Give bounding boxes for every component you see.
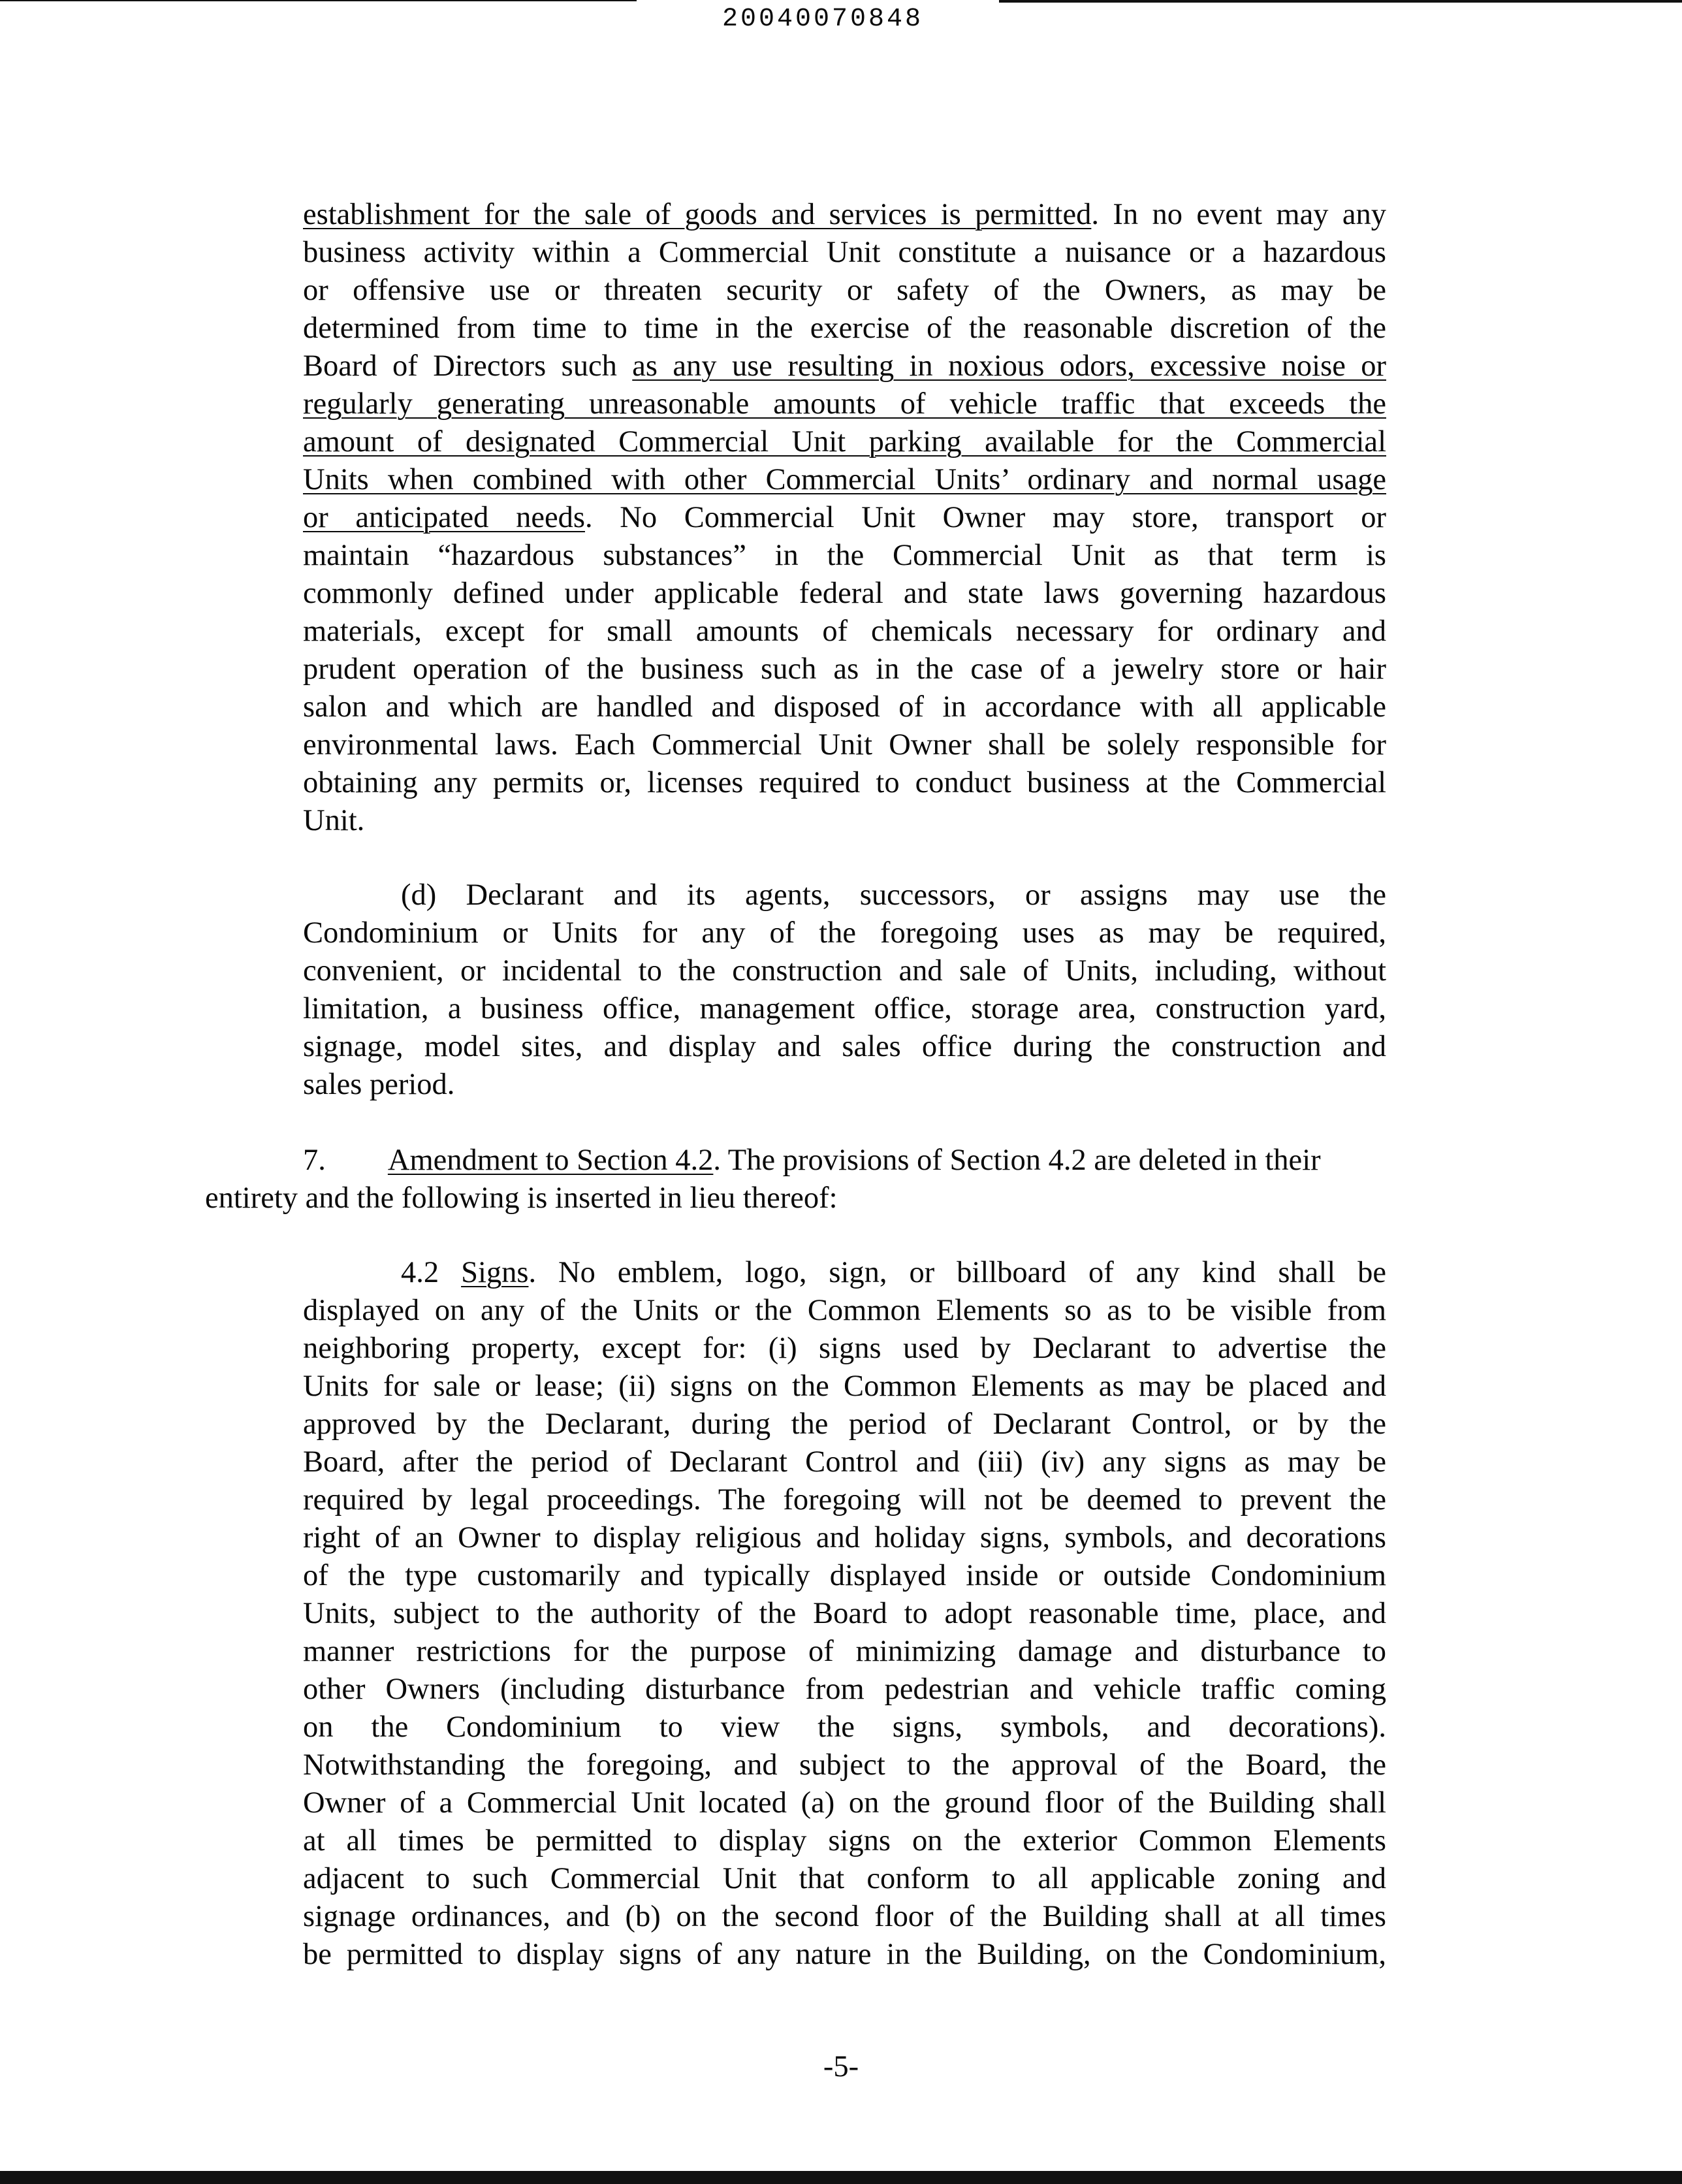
text-line: [401, 1254, 1386, 1292]
section-heading: Signs: [461, 1256, 529, 1289]
text-line: right of an Owner to display religious and holiday signs, symbols, and decorations: [303, 1521, 1386, 1554]
text-line: sales period.: [303, 1068, 455, 1101]
text-line: required by legal proceedings. The foregoing will not be deemed to prevent the: [303, 1483, 1386, 1517]
text-line: salon and which are handled and disposed of in accordance with all applicable: [303, 690, 1386, 724]
document-number: 20040070848: [722, 5, 924, 34]
text-line: [401, 876, 1386, 914]
text-line: commonly defined under applicable federal and state laws governing hazardous: [303, 577, 1386, 610]
text-line: business activity within a Commercial Unit constitute a nuisance or a hazardous: [303, 236, 1386, 269]
text-line: prudent operation of the business such as in the case of a jewelry store or hair: [303, 652, 1386, 686]
text-line: signage, model sites, and display and sales office during the construction and: [303, 1030, 1386, 1063]
text-span: Board of Directors such: [303, 349, 633, 383]
text-span: . In no event may any: [1091, 198, 1386, 231]
underlined-line: Units when combined with other Commercial Units’ ordinary and normal usage: [303, 463, 1386, 496]
section-number: 4.2: [401, 1256, 439, 1289]
text-line: of the type customarily and typically displayed inside or outside Condominium: [303, 1559, 1386, 1592]
text-line: materials, except for small amounts of chemicals necessary for ordinary and: [303, 615, 1386, 648]
text-span: . No Commercial Unit Owner may store, transport or: [584, 501, 1386, 534]
paragraph-marker: (d): [401, 878, 437, 912]
text-line: environmental laws. Each Commercial Unit Owner shall be solely responsible for: [303, 728, 1386, 762]
scan-edge-bottom: [0, 2171, 1682, 2184]
text-line: limitation, a business office, management office, storage area, construction yard,: [303, 992, 1386, 1025]
text-line: Owner of a Commercial Unit located (a) on the ground floor of the Building shall: [303, 1786, 1386, 1820]
text-span: . The provisions of Section 4.2 are deleted in their: [713, 1144, 1321, 1177]
underlined-line: regularly generating unreasonable amounts of vehicle traffic that exceeds the: [303, 387, 1386, 421]
underlined-phrase: establishment for the sale of goods and services is permitted: [303, 198, 1092, 231]
text-line: Notwithstanding the foregoing, and subject to the approval of the Board, the: [303, 1748, 1386, 1782]
text-line: neighboring property, except for: (i) signs used by Declarant to advertise the: [303, 1332, 1386, 1365]
text-line: [303, 347, 1386, 385]
section-heading: Amendment to Section 4.2: [387, 1144, 714, 1177]
text-line: at all times be permitted to display signs on the exterior Common Elements: [303, 1824, 1386, 1857]
text-line: maintain “hazardous substances” in the Commercial Unit as that term is: [303, 539, 1386, 572]
text-line: be permitted to display signs of any nature in the Building, on the Condominium,: [303, 1938, 1386, 1971]
text-line: other Owners (including disturbance from pedestrian and vehicle traffic coming: [303, 1673, 1386, 1706]
text-line: entirety and the following is inserted in lieu thereof:: [205, 1181, 838, 1215]
underlined-phrase: or anticipated needs: [303, 501, 585, 534]
scan-edge-top-right: [999, 0, 1682, 3]
page-number: -5-: [823, 2050, 859, 2083]
text-line: signage ordinances, and (b) on the second floor of the Building shall at all times: [303, 1900, 1386, 1933]
text-line: obtaining any permits or, licenses required to conduct business at the Commercial: [303, 766, 1386, 799]
text-line: [303, 1142, 1321, 1180]
text-span: . No emblem, logo, sign, or billboard of any kind shall be: [528, 1256, 1387, 1289]
text-line: on the Condominium to view the signs, symbols, and decorations).: [303, 1710, 1386, 1744]
text-line: [303, 196, 1386, 234]
text-line: Units for sale or lease; (ii) signs on the Common Elements as may be placed and: [303, 1370, 1386, 1403]
underlined-line: amount of designated Commercial Unit parking available for the Commercial: [303, 425, 1386, 458]
text-line: Unit.: [303, 804, 365, 837]
underlined-phrase: as any use resulting in noxious odors, excessive noise or: [632, 349, 1386, 383]
text-line: adjacent to such Commercial Unit that conform to all applicable zoning and: [303, 1862, 1386, 1895]
text-line: approved by the Declarant, during the period of Declarant Control, or by the: [303, 1407, 1386, 1441]
text-line: Board, after the period of Declarant Control and (iii) (iv) any signs as may be: [303, 1445, 1386, 1479]
text-line: or offensive use or threaten security or safety of the Owners, as may be: [303, 274, 1386, 307]
text-line: [303, 499, 1386, 537]
scan-edge-top-left: [0, 0, 637, 1]
text-line: displayed on any of the Units or the Common Elements so as to be visible from: [303, 1294, 1386, 1327]
text-line: Units, subject to the authority of the Board to adopt reasonable time, place, and: [303, 1597, 1386, 1630]
text-span: Declarant and its agents, successors, or assigns may use the: [466, 878, 1387, 912]
text-line: manner restrictions for the purpose of minimizing damage and disturbance to: [303, 1635, 1386, 1668]
text-line: convenient, or incidental to the construction and sale of Units, including, without: [303, 954, 1386, 988]
section-number: 7.: [303, 1144, 326, 1177]
text-line: Condominium or Units for any of the foregoing uses as may be required,: [303, 916, 1386, 950]
text-line: determined from time to time in the exercise of the reasonable discretion of the: [303, 312, 1386, 345]
